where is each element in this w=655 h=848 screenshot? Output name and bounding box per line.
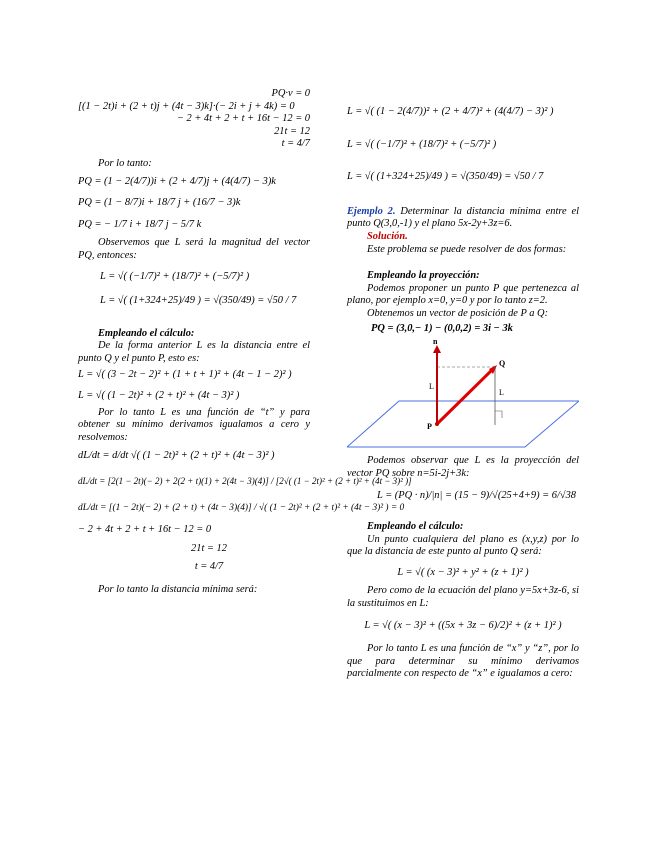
punto-cualquiera-text: Un punto cualquiera del plano es (x,y,z) por lo que la distancia de este punto al punto Q será: (347, 533, 579, 558)
pq-vector: PQ = (3,0,− 1) − (0,0,2) = 3i − 3k (371, 322, 513, 334)
deriv-eq2: dL/dt = [2(1 − 2t)(− 2) + 2(2 + t)(1) + 2(4t − 3)(4)] / [2√( (1 − 2t)² + (2 + t)² + (4t − 3)² )] (78, 476, 412, 487)
por-lo-tanto: Por lo tanto: (98, 157, 152, 169)
L-xyz-eq: L = √( (x − 3)² + y² + (z + 1)² ) (397, 566, 529, 578)
L-eq1: L = √( (−1/7)² + (18/7)² + (−5/7)² ) (100, 270, 250, 282)
pq-vector-line (437, 367, 495, 424)
eq-dot: PQ·v = 0 (271, 88, 310, 99)
R-eq1: L = √( (1 − 2(4/7))² + (2 + 4/7)² + (4(4/7) − 3)² ) (347, 106, 554, 117)
funcion-xz-text: Por lo tanto L es una función de “x” y “z”, por lo que para determinar su mínimo derivamos parcialmente con respecto de “x” e igualamos a cero: (347, 643, 579, 680)
solucion-label: Solución. (367, 230, 408, 242)
observemos-text: Observemos que L será la magnitud del vector PQ, entonces: (78, 237, 310, 261)
deriv-eq1: dL/dt = d/dt √( (1 − 2t)² + (2 + t)² + (4t − 3)² ) (78, 450, 275, 462)
deriv-eq3: dL/dt = [(1 − 2t)(− 2) + (2 + t) + (4t − 3)(4)] / √( (1 − 2t)² + (2 + t)² + (4t − 3)² ) = 0 (78, 502, 405, 513)
forma-anterior-text: De la forma anterior L es la distancia entre el punto Q y el punto P, esto es: (78, 340, 310, 364)
distancia-min-text: Por lo tanto la distancia mínima será: (98, 584, 258, 596)
label-L2: L (499, 388, 504, 398)
ejemplo-2 (347, 206, 579, 231)
right-column (347, 88, 579, 681)
observar-text: Podemos observar que L es la proyección del vector PQ sobre n=5i-2j+3k: (347, 455, 579, 479)
label-q: Q (499, 359, 506, 369)
ejemplo-label: Ejemplo 2. (347, 205, 396, 217)
ejemplo-text: Determinar la distancia mínima entre el punto Q(3,0,-1) y el plano 5x-2y+3z=6. (347, 205, 579, 230)
obtenemos-text: Obtenemos un vector de posición de P a Q: (367, 307, 549, 319)
normal-vector-arrowhead (433, 345, 441, 353)
solucion-line (347, 231, 579, 244)
eq-t: t = 4/7 (281, 138, 310, 150)
label-n: n (433, 339, 438, 347)
heading-proyeccion: Empleando la proyección: (367, 270, 480, 282)
label-L1: L (429, 382, 434, 392)
projection-figure (347, 339, 579, 449)
L-sub-eq: L = √( (x − 3)² + ((5x + 3z − 6)/2)² + (z + 1)² ) (364, 620, 562, 632)
funcion-t-text: Por lo tanto L es una función de “t” y para obtener su mínimo derivamos igualamos a cero y resolvemos: (78, 406, 310, 443)
eq-expand2: − 2 + 4t + 2 + t + 16t − 12 = 0 (176, 113, 310, 125)
R-eq3: L = √( (1+324+25)/49 ) = √(350/49) = √50 / 7 (347, 171, 544, 183)
deriv-eq6: t = 4/7 (194, 561, 224, 573)
problema-text: Este problema se puede resolver de dos formas: (367, 243, 567, 255)
proponer-text: Podemos proponer un punto P que pertenezca al plano, por ejemplo x=0, y=0 y por lo tanto z=2. (347, 282, 579, 307)
eq-expand1: [(1 − 2t)i + (2 + t)j + (4t − 3)k]·(− 2i + j + 4k) = 0 (78, 100, 295, 112)
L-eq4: L = √( (1 − 2t)² + (2 + t)² + (4t − 3)² ) (78, 390, 240, 402)
pero-como-text: Pero como de la ecuación del plano y=5x+3z-6, si la sustituimos en L: (347, 585, 579, 609)
eq-21t: 21t = 12 (274, 125, 310, 137)
R-eq2: L = √( (−1/7)² + (18/7)² + (−5/7)² ) (347, 138, 497, 150)
deriv-eq5: 21t = 12 (191, 542, 227, 554)
pq-eq1: PQ = (1 − 2(4/7))i + (2 + 4/7)j + (4(4/7) − 3)k (78, 175, 276, 187)
plane-shape (347, 401, 579, 447)
right-angle-mark (495, 411, 502, 418)
label-p: P (427, 422, 432, 432)
projection-eq: L = (PQ · n)/|n| = (15 − 9)/√(25+4+9) = 6/√38 (377, 490, 576, 502)
heading-calculo: Empleando el cálculo: (98, 327, 195, 339)
L-eq3: L = √( (3 − 2t − 2)² + (1 + t + 1)² + (4t − 1 − 2)² ) (78, 368, 292, 380)
point-p-dot (435, 422, 439, 426)
pq-eq2: PQ = (1 − 8/7)i + 18/7 j + (16/7 − 3)k (78, 197, 241, 209)
heading-calculo-2: Empleando el cálculo: (367, 520, 464, 532)
pq-eq3: PQ = − 1/7 i + 18/7 j − 5/7 k (78, 218, 202, 230)
L-eq2: L = √( (1+324+25)/49 ) = √(350/49) = √50 / 7 (100, 295, 297, 307)
deriv-eq4: − 2 + 4t + 2 + t + 16t − 12 = 0 (78, 524, 212, 536)
